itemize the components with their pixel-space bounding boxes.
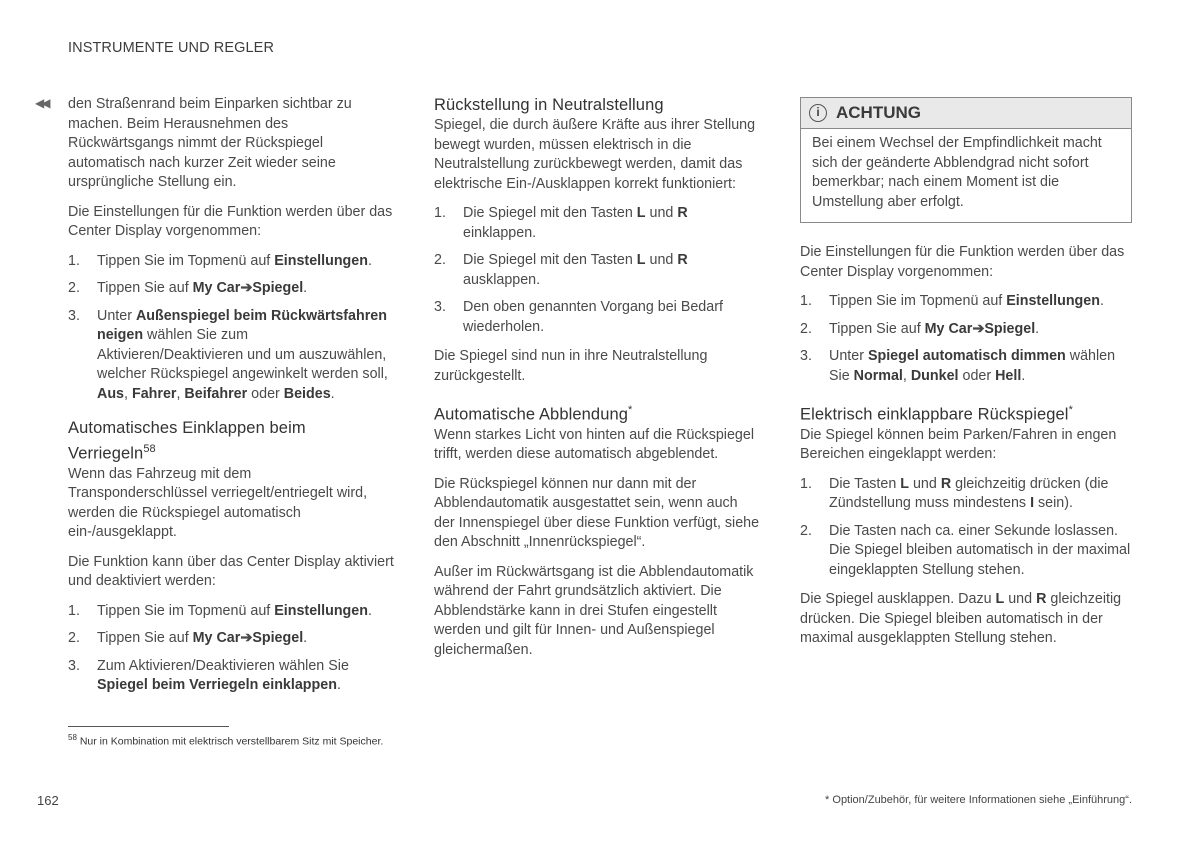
warning-title: ACHTUNG: [836, 103, 921, 123]
section-title: INSTRUMENTE UND REGLER: [68, 40, 275, 56]
paragraph: Die Spiegel können beim Parken/Fahren in engen Bereichen eingeklappt werden:: [800, 426, 1117, 462]
warning-text: Bei einem Wechsel der Empfindlichkeit macht sich der geänderte Abblendgrad nicht sofort bemerkbar; nach einem Moment ist die Umstellung aber erfolgt.: [812, 135, 1102, 210]
key-label: R: [677, 252, 688, 268]
step-number: 1.: [434, 205, 446, 221]
menu-term: Spiegel: [252, 630, 304, 646]
menu-term: Spiegel: [984, 320, 1036, 337]
paragraph: Spiegel, die durch äußere Kräfte aus ihrer Stellung bewegt wurden, müssen elektrisch in die Neutralstellung zurückbewegt werden, damit das elektrische Ein-/Ausklappen korrekt funktioniert:: [434, 117, 756, 192]
menu-term: Einstellungen: [274, 602, 368, 619]
fold-steps: [800, 475, 1132, 581]
key-label: L: [636, 252, 646, 268]
key-label: R: [940, 475, 952, 492]
step-number: 2.: [800, 320, 812, 337]
key-label: R: [1036, 591, 1047, 607]
step-number: 1.: [68, 252, 80, 269]
paragraph: Wenn starkes Licht von hinten auf die Rückspiegel trifft, werden diese automatisch abgeblendet.: [434, 426, 755, 462]
continuation-arrow-icon: ◀◀: [35, 96, 48, 110]
settings-intro: Die Einstellungen für die Funktion werden über das Center Display vorgenommen:: [68, 203, 393, 239]
step-number: 2.: [800, 522, 812, 539]
paragraph: Die Spiegel sind nun in ihre Neutralstellung zurückgestellt.: [434, 348, 708, 384]
list-item: 3. Zum Aktivieren/Deaktivieren wählen Sie Spiegel beim Verriegeln einklappen.: [68, 657, 349, 693]
list-item: 1. Die Spiegel mit den Tasten L und R einklappen.: [434, 205, 688, 241]
list-item: 1. Tippen Sie im Topmenü auf Einstellungen.: [800, 292, 1132, 312]
key-label: L: [995, 591, 1005, 607]
menu-term: Spiegel: [252, 280, 304, 296]
footnote-number: 58: [68, 733, 77, 742]
step-number: 1.: [800, 293, 812, 309]
arrow-right-icon: ➔: [240, 630, 253, 646]
key-label: R: [677, 205, 688, 221]
option-asterisk: *: [1068, 404, 1073, 416]
section-heading: Automatisches Einklappen beim Verriegeln$^{58}$: [68, 419, 306, 463]
option-note: * Option/Zubehör, für weitere Informationen siehe „Einführung“.: [825, 794, 1132, 806]
step-number: 2.: [68, 630, 80, 646]
footnote-ref: 58: [143, 443, 156, 455]
step-number: 1.: [800, 475, 812, 492]
option-asterisk: *: [628, 404, 633, 416]
activation-steps: [68, 602, 394, 696]
list-item: 2. Tippen Sie auf My Car➔Spiegel.: [68, 279, 394, 299]
paragraph: Die Einstellungen für die Funktion werden über das Center Display vorgenommen:: [800, 244, 1125, 280]
paragraph: Die Rückspiegel können nur dann mit der Abblendautomatik ausgestattet sein, wenn auch der Innenspiegel über diese Funktion verfügt, siehe den Abschnitt „Innenrückspiegel“.: [434, 475, 760, 550]
paragraph: Die Funktion kann über das Center Display aktiviert und deaktiviert werden:: [68, 553, 394, 589]
step-number: 3.: [68, 657, 80, 674]
arrow-right-icon: ➔: [972, 320, 985, 337]
warning-header: [801, 98, 1131, 129]
option-term: Hell: [995, 367, 1022, 384]
list-item: 1. Tippen Sie im Topmenü auf Einstellungen.: [68, 602, 394, 622]
step-number: 1.: [68, 602, 80, 619]
list-item: 3. Den oben genannten Vorgang bei Bedarf wiederholen.: [434, 299, 723, 335]
menu-term: Spiegel automatisch dimmen: [867, 348, 1066, 364]
reset-steps: [434, 204, 762, 337]
option-term: Dunkel: [910, 367, 959, 384]
option-term: Beides: [283, 385, 331, 402]
key-label: L: [900, 475, 909, 492]
list-item: 1. Die Tasten L und R gleichzeitig drücken (die Zündstellung muss mindestens I sein).: [800, 475, 1109, 511]
column-1: [68, 95, 394, 706]
list-item: 3. Unter Außenspiegel beim Rückwärtsfahren neigen wählen Sie zum Aktivieren/Deaktivieren und um auszuwählen, welcher Rückspiegel angewinkelt werden soll, Aus, Fahrer, Beifahrer oder Beides.: [68, 307, 388, 402]
intro-paragraph: den Straßenrand beim Einparken sichtbar zu machen. Beim Herausnehmen des Rückwärtsgangs nimmt der Rückspiegel automatisch nach kurzer Zeit wieder seine ursprüngliche Stellung ein.: [68, 96, 352, 190]
dimming-steps: [800, 292, 1132, 386]
list-item: 2. Tippen Sie auf My Car➔Spiegel.: [800, 320, 1132, 340]
step-number: 3.: [434, 299, 446, 315]
key-label: L: [636, 205, 646, 221]
option-term: Beifahrer: [184, 385, 248, 402]
option-term: Aus: [97, 385, 125, 402]
menu-term: Spiegel beim Verriegeln einklappen: [97, 677, 337, 693]
option-term: Fahrer: [131, 385, 177, 402]
step-number: 3.: [68, 307, 80, 324]
menu-term: My Car: [924, 320, 973, 337]
step-number: 3.: [800, 348, 812, 364]
footnote-divider: [68, 726, 229, 727]
settings-steps: [68, 252, 394, 405]
section-heading: Rückstellung in Neutralstellung: [434, 96, 664, 114]
list-item: 2. Tippen Sie auf My Car➔Spiegel.: [68, 629, 394, 649]
footnote-text: Nur in Kombination mit elektrisch verstellbarem Sitz mit Speicher.: [79, 735, 384, 748]
column-2: [434, 95, 762, 670]
footnote: [68, 733, 383, 748]
step-number: 2.: [434, 252, 446, 268]
section-heading: Elektrisch einklappbare Rückspiegel*: [800, 404, 1073, 424]
paragraph: Die Spiegel ausklappen. Dazu L und R gleichzeitig drücken. Die Spiegel bleiben automatisch in der maximal ausgeklappten Stellung stehen.: [800, 591, 1122, 646]
menu-term: Einstellungen: [1006, 293, 1100, 309]
step-number: 2.: [68, 280, 80, 296]
paragraph: Wenn das Fahrzeug mit dem Transponderschlüssel verriegelt/entriegelt wird, werden die Rückspiegel automatisch ein-/ausgeklappt.: [68, 465, 368, 540]
menu-term: My Car: [192, 630, 241, 646]
list-item: 1. Tippen Sie im Topmenü auf Einstellungen.: [68, 252, 394, 272]
list-item: 3. Unter Spiegel automatisch dimmen wählen Sie Normal, Dunkel oder Hell.: [800, 348, 1116, 384]
column-3: [800, 95, 1132, 659]
menu-term: Einstellungen: [274, 252, 368, 269]
menu-term: Außenspiegel beim Rückwärtsfahren neigen: [97, 307, 387, 343]
list-item: 2. Die Spiegel mit den Tasten L und R ausklappen.: [434, 252, 688, 288]
section-heading: Automatische Abblendung*: [434, 404, 633, 424]
list-item: 2. Die Tasten nach ca. einer Sekunde loslassen. Die Spiegel bleiben automatisch in der maximal eingeklappten Stellung stehen.: [800, 522, 1131, 578]
warning-box: [800, 97, 1132, 223]
ignition-position: I: [1030, 495, 1035, 511]
option-term: Normal: [853, 367, 903, 384]
info-icon: i: [809, 104, 827, 122]
menu-term: My Car: [192, 280, 241, 296]
page-number: 162: [37, 793, 59, 808]
arrow-right-icon: ➔: [240, 280, 253, 296]
paragraph: Außer im Rückwärtsgang ist die Abblendautomatik während der Fahrt grundsätzlich aktiviert. Die Abblendstärke kann in drei Stufen eingestellt werden und gilt für Innen- und Außenspiegel gleichermaßen.: [434, 563, 754, 658]
